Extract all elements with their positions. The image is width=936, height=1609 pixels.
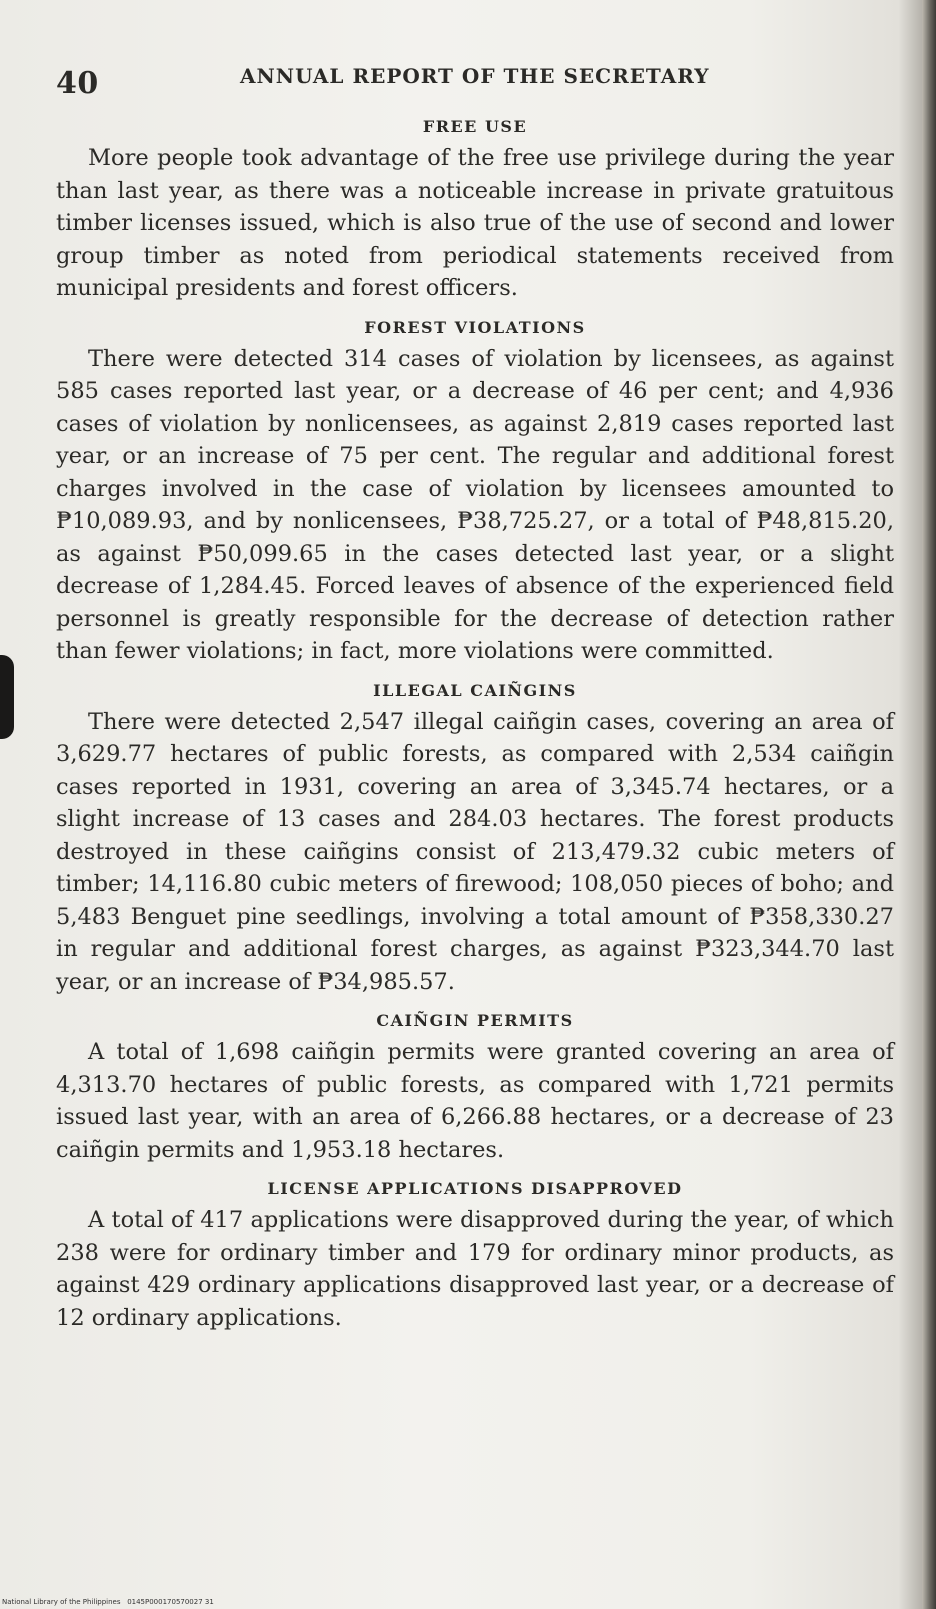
paragraph-illegal-caingins: There were detected 2,547 illegal caiñgin cases, covering an area of 3,629.77 hectares of public forests, as compared with 2,534 caiñgin cases reported in 1931, covering an area of 3,345.74 hectares, or a slight increase of 13 cases and 284.03 hectares. The forest products destroyed in these caiñgins consist of 213,479.32 cubic meters of timber; 14,116.80 cubic meters of firewood; 108,050 pieces of boho; and 5,483 Benguet pine seedlings, involving a total amount of ₱358,330.27 in regular and additional forest charges, as against ₱323,344.70 last year, or an increase of ₱34,985.57. — [56, 708, 894, 995]
page-number: 40 — [56, 66, 99, 101]
paragraph-license-applications: A total of 417 applications were disapproved during the year, of which 238 were for ordinary timber and 179 for ordinary minor products, as against 429 ordinary applications disapproved last year, or a decrease of 12 ordinary applications. — [56, 1207, 894, 1331]
section-heading-free-use: FREE USE — [422, 117, 528, 136]
binding-mark — [0, 655, 14, 739]
section-heading-forest-violations: FOREST VIOLATIONS — [364, 317, 586, 337]
section-heading-caingin-permits: CAIÑGIN PERMITS — [376, 1011, 574, 1030]
page-edge-shadow — [922, 0, 936, 1609]
footer-code: 0145P000170570027 31 — [127, 1598, 214, 1606]
paragraph-forest-violations: There were detected 314 cases of violation by licensees, as against 585 cases reported last year, or a decrease of 46 per cent; and 4,936 cases of violation by nonlicensees, as against 2,819 cases reported last year, or an increase of 75 per cent. The regular and additional forest charges involved in the case of violation by licensees amounted to ₱10,089.93, and by nonlicensees, ₱38,725.27, or a total of ₱48,815.20, as against ₱50,099.65 in the cases detected last year, or a slight decrease of 1,284.45. Forced leaves of absence of the experienced field personnel is greatly responsible for the decrease of detection rather than fewer violations; in fact, more violations were committed. — [56, 345, 894, 664]
scan-footer — [2, 1598, 214, 1606]
paragraph-caingin-permits: A total of 1,698 caiñgin permits were granted covering an area of 4,313.70 hectares of public forests, as compared with 1,721 permits issued last year, with an area of 6,266.88 hectares, or a decrease of 23 caiñgin permits and 1,953.18 hectares. — [56, 1039, 894, 1163]
footer-credit: National Library of the Philippines — [2, 1598, 121, 1606]
section-heading-illegal-caingins: ILLEGAL CAIÑGINS — [373, 680, 577, 700]
section-heading-license-applications: LICENSE APPLICATIONS DISAPPROVED — [267, 1179, 683, 1198]
running-head: ANNUAL REPORT OF THE SECRETARY — [240, 64, 710, 88]
paragraph-free-use: More people took advantage of the free use privilege during the year than last year, as there was a noticeable increase in private gratuitous timber licenses issued, which is also true of the use of second and lower group timber as noted from periodical statements received from municipal presidents and forest officers. — [56, 145, 894, 301]
page-body — [56, 112, 894, 1342]
